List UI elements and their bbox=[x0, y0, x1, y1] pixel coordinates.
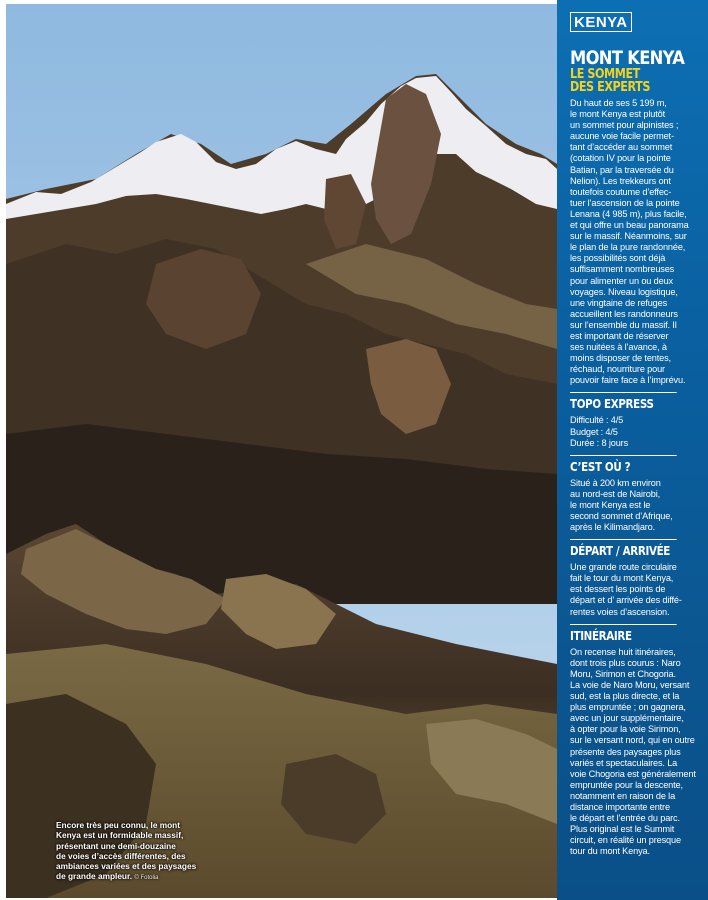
text-line: aucune voie facile permet- bbox=[570, 131, 674, 142]
text-line: Plus original est le Summit bbox=[570, 824, 675, 835]
section-depart-arrivee bbox=[570, 539, 694, 617]
section-body bbox=[570, 562, 694, 617]
article-title: MONT KENYA bbox=[570, 47, 685, 69]
text-line: distance importante entre bbox=[570, 801, 670, 812]
text-line: est dessert les points de bbox=[570, 584, 666, 595]
text-line: Une grande route circulaire bbox=[570, 562, 677, 573]
text-line: réchaud, nourriture pour bbox=[570, 364, 665, 375]
photo-credit: © Fotolia bbox=[134, 875, 159, 882]
text-line: Situé à 200 km environ bbox=[570, 477, 661, 488]
text-line: voie Chogoria est généralement bbox=[570, 768, 696, 779]
text-line: plus empruntée ; on gagnera, bbox=[570, 702, 686, 713]
text-line: circuit, en réalité un presque bbox=[570, 835, 681, 846]
text-line: est important de réserver bbox=[570, 330, 669, 341]
section-itineraire bbox=[570, 624, 694, 858]
mount-kenya-landscape-image bbox=[6, 4, 557, 898]
text-line: tant d’accéder au sommet bbox=[570, 142, 673, 153]
caption-line-last bbox=[56, 871, 206, 883]
text-line: pour alimenter un ou deux bbox=[570, 275, 673, 286]
section-cest-ou bbox=[570, 455, 694, 533]
caption-line: Encore très peu connu, le mont bbox=[56, 820, 181, 830]
mountain-photo bbox=[6, 4, 557, 898]
text-line: un sommet pour alpinistes ; bbox=[570, 120, 679, 131]
text-line: au nord-est de Nairobi, bbox=[570, 488, 661, 499]
text-line: une vingtaine de refuges bbox=[570, 297, 668, 308]
article-subtitle-line: DES EXPERTS bbox=[570, 80, 651, 95]
text-line: On recense huit itinéraires, bbox=[570, 646, 676, 657]
text-line: empruntée pour la descente, bbox=[570, 779, 683, 790]
text-line: le mont Kenya est plutôt bbox=[570, 109, 665, 120]
text-line: voyages. Niveau logistique, bbox=[570, 286, 678, 297]
text-line: Moru, Sirimon et Chogoria. bbox=[570, 668, 676, 679]
text-line: sur le massif. Néanmoins, sur bbox=[570, 231, 687, 242]
caption-line: Kenya est un formidable massif, bbox=[56, 830, 184, 841]
text-line: après le Kilimandjaro. bbox=[570, 522, 656, 533]
text-line: fait le tour du mont Kenya, bbox=[570, 573, 674, 584]
section-heading: TOPO EXPRESS bbox=[570, 392, 677, 411]
info-sidebar bbox=[557, 0, 708, 900]
text-line: et qui offre un beau panorama bbox=[570, 220, 689, 231]
text-line: avec un jour supplémentaire, bbox=[570, 713, 684, 724]
text-line: le départ et l’entrée du parc. bbox=[570, 813, 680, 824]
text-line: tuer l’ascension de la pointe bbox=[570, 197, 680, 208]
section-body bbox=[570, 647, 694, 858]
text-line: rentes voies d’ascension. bbox=[570, 606, 670, 617]
article-subtitle-line: LE SOMMET bbox=[570, 67, 640, 82]
photo-caption bbox=[56, 820, 206, 884]
text-line: Batian, par la traversée du bbox=[570, 164, 674, 175]
text-line: moins disposer de tentes, bbox=[570, 353, 671, 364]
text-line: sur le versant nord, qui en outre bbox=[570, 735, 695, 746]
text-line: variés et spectaculaires. La bbox=[570, 757, 678, 768]
text-line: Lenana (4 985 m), plus facile, bbox=[570, 208, 687, 219]
text-line: notamment en raison de la bbox=[570, 790, 676, 801]
caption-line: de voies d’accès différentes, des bbox=[56, 850, 186, 861]
text-line: Durée : 8 jours bbox=[570, 437, 629, 448]
text-line: Difficulté : 4/5 bbox=[570, 415, 624, 426]
country-tag: KENYA bbox=[570, 12, 632, 32]
text-line: le plan de la pure randonnée, bbox=[570, 242, 686, 253]
intro-paragraph bbox=[570, 98, 694, 386]
text-line: dont trois plus courus : Naro bbox=[570, 657, 681, 668]
section-body bbox=[570, 415, 694, 448]
text-line: pouvoir faire face à l’imprévu. bbox=[570, 375, 686, 386]
section-heading: DÉPART / ARRIVÉE bbox=[570, 539, 677, 558]
text-line: à opter pour la voie Sirimon, bbox=[570, 724, 681, 735]
text-line: sud, est la plus directe, et la bbox=[570, 691, 680, 702]
text-line: ses nuitées à l’avance, à bbox=[570, 342, 667, 353]
text-line: (cotation IV pour la pointe bbox=[570, 153, 671, 164]
caption-text: de grande ampleur. bbox=[56, 871, 133, 882]
section-heading: C’EST OÙ ? bbox=[570, 455, 677, 474]
text-line: second sommet d’Afrique, bbox=[570, 511, 673, 521]
caption-line: présentant une demi-douzaine bbox=[56, 840, 176, 851]
text-line: le mont Kenya est le bbox=[570, 499, 651, 510]
section-heading: ITINÉRAIRE bbox=[570, 624, 677, 643]
text-line: suffisamment nombreuses bbox=[570, 264, 675, 275]
text-line: les possibilités sont déjà bbox=[570, 253, 666, 264]
text-line: Nelion). Les trekkeurs ont bbox=[570, 175, 671, 186]
text-line: toutefois coutume d’effec- bbox=[570, 186, 672, 197]
text-line: La voie de Naro Moru, versant bbox=[570, 679, 690, 690]
text-line: Du haut de ses 5 199 m, bbox=[570, 98, 667, 108]
text-line: accueillent les randonneurs bbox=[570, 308, 678, 319]
text-line: départ et d’ arrivée des diffé- bbox=[570, 595, 682, 606]
text-line: présente des paysages plus bbox=[570, 746, 681, 757]
text-line: sur l’ensemble du massif. Il bbox=[570, 319, 677, 330]
caption-line: ambiances variées et des paysages bbox=[56, 861, 197, 872]
text-line: Budget : 4/5 bbox=[570, 426, 618, 437]
section-body bbox=[570, 478, 694, 533]
text-line: tour du mont Kenya. bbox=[570, 846, 650, 857]
section-topo-express bbox=[570, 392, 694, 448]
